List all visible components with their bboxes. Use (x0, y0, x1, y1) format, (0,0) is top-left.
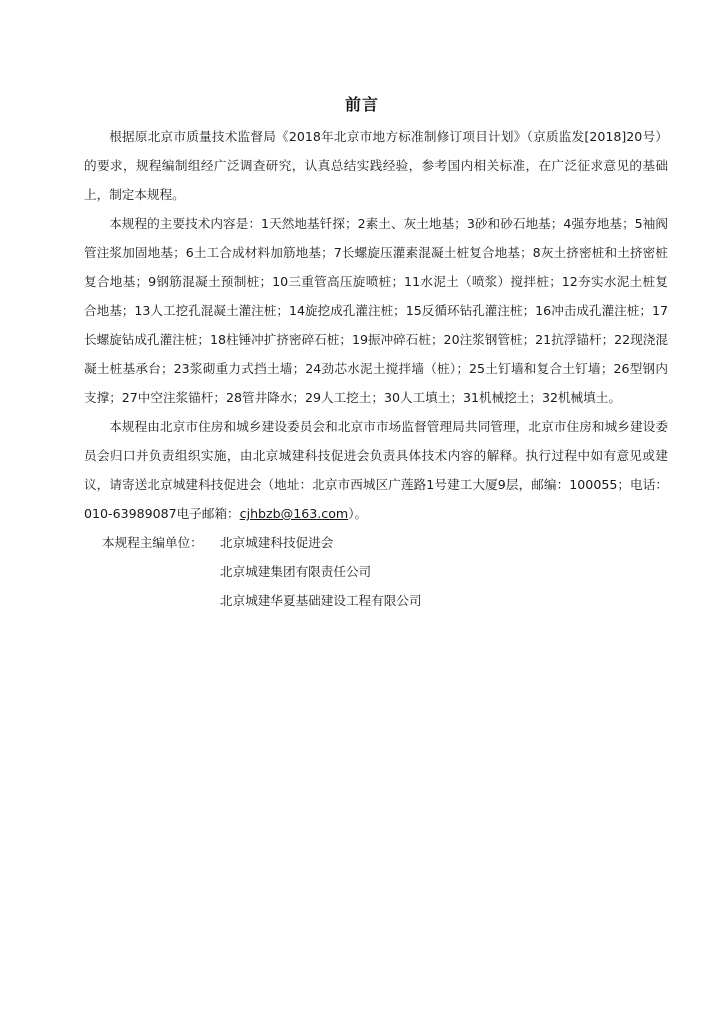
chief-editor-name: 北京城建华夏基础建设工程有限公司 (220, 593, 422, 608)
paragraph-technical-content: 本规程的主要技术内容是：1天然地基钎探；2素土、灰土地基；3砂和砂石地基；4强夯地基；5袖阀管注浆加固地基；6土工合成材料加筋地基；7长螺旋压灌素混凝土桩复合地基；8灰土挤密桩和土挤密桩复合地基；9钢筋混凝土预制桩；10三重管高压旋喷桩；11水泥土（喷浆）搅拌桩；12夯实水泥土桩复合地基；13人工挖孔混凝土灌注桩；14旋挖成孔灌注桩；15反循环钻孔灌注桩；16冲击成孔灌注桩；17长螺旋钻成孔灌注桩；18柱锤冲扩挤密碎石桩；19振冲碎石桩；20注浆钢管桩；21抗浮锚杆；22现浇混凝土桩基承台；23浆砌重力式挡土墙；24劲芯水泥土搅拌墙（桩）；25土钉墙和复合土钉墙；26型钢内支撑；27中空注浆锚杆；28管井降水；29人工挖土；30人工填土；31机械挖土；32机械填土。 (84, 216, 668, 405)
page-title: 前言 (344, 95, 379, 114)
editor-row (84, 586, 668, 615)
editor-row (84, 557, 668, 586)
paragraph-management (84, 412, 668, 528)
email-link[interactable]: cjhbzb@163.com (239, 506, 349, 521)
paragraph-background: 根据原北京市质量技术监督局《2018年北京市地方标准制修订项目计划》（京质监发[2018]20号）的要求，规程编制组经广泛调查研究，认真总结实践经验，参考国内相关标准，在广泛征求意见的基础上，制定本规程。 (84, 129, 668, 202)
chief-editor-label: 本规程主编单位： (102, 535, 203, 550)
editor-row (84, 528, 668, 557)
editor-label-spacer (84, 586, 220, 615)
paragraph-management-text: 本规程由北京市住房和城乡建设委员会和北京市市场监督管理局共同管理，北京市住房和城乡建设委员会归口并负责组织实施，由北京城建科技促进会负责具体技术内容的解释。执行过程中如有意见或建议，请寄送北京城建科技促进会（地址：北京市西城区广莲路1号建工大厦9层，邮编：100055；电话：010-63989087电子邮箱： (84, 419, 668, 521)
chief-editor-name: 北京城建集团有限责任公司 (220, 564, 372, 579)
preface-body (84, 122, 668, 615)
paragraph-management-end: ）。 (348, 506, 368, 521)
editor-label-spacer (84, 557, 220, 586)
chief-editors-block (84, 528, 668, 615)
chief-editor-name: 北京城建科技促进会 (220, 535, 334, 550)
